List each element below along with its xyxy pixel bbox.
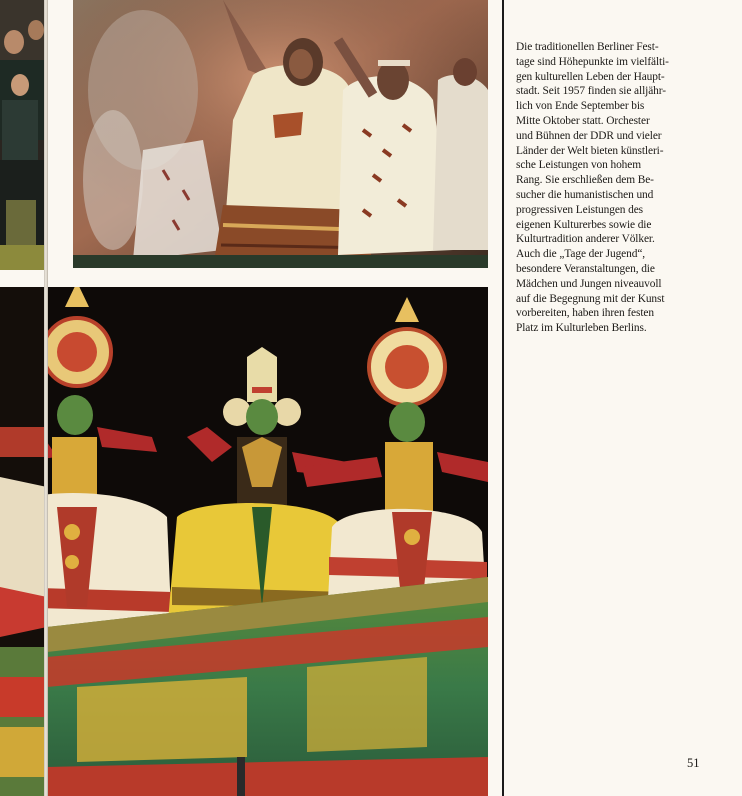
caption-line: lich von Ende September bis bbox=[516, 100, 645, 113]
kathakali-dancers-photo bbox=[47, 287, 488, 796]
caption-line: vorbereiten, haben ihren festen bbox=[516, 307, 654, 320]
festival-dancers-photo bbox=[73, 0, 488, 268]
book-gutter bbox=[44, 0, 48, 796]
caption-line: Mädchen und Jungen niveauvoll bbox=[516, 277, 662, 290]
caption-line: progressiven Leistungen des bbox=[516, 203, 643, 216]
caption-line: Mitte Oktober statt. Orchester bbox=[516, 114, 650, 127]
caption-line: eigenen Kulturerbes sowie die bbox=[516, 218, 652, 231]
caption-line: stadt. Seit 1957 finden sie alljähr- bbox=[516, 85, 666, 98]
caption-line: Kulturtradition anderer Völker. bbox=[516, 233, 655, 246]
caption-line: Die traditionellen Berliner Fest- bbox=[516, 41, 659, 53]
page-number: 51 bbox=[687, 756, 700, 770]
caption-text bbox=[516, 40, 728, 336]
caption-line: sucher die humanistischen und bbox=[516, 188, 654, 201]
caption-line: Rang. Sie erschließen dem Be- bbox=[516, 174, 654, 187]
caption-line: gen kulturellen Leben der Haupt- bbox=[516, 70, 665, 83]
caption-line: Auch die „Tage der Jugend“, bbox=[516, 248, 646, 261]
stage-photo-fragment bbox=[0, 287, 47, 796]
caption-line: tage sind Höhepunkte im vielfälti- bbox=[516, 55, 669, 68]
caption-line: Länder der Welt bieten künstleri- bbox=[516, 144, 664, 157]
caption-line: und Bühnen der DDR und vieler bbox=[516, 129, 662, 142]
caption-line: auf die Begegnung mit der Kunst bbox=[516, 292, 665, 305]
audience-photo-fragment bbox=[0, 0, 47, 270]
caption-line: Platz im Kulturleben Berlins. bbox=[516, 322, 647, 335]
caption-line: besondere Veranstaltungen, die bbox=[516, 262, 655, 275]
column-divider bbox=[502, 0, 504, 796]
caption-line: sche Leistungen von hohem bbox=[516, 159, 641, 172]
